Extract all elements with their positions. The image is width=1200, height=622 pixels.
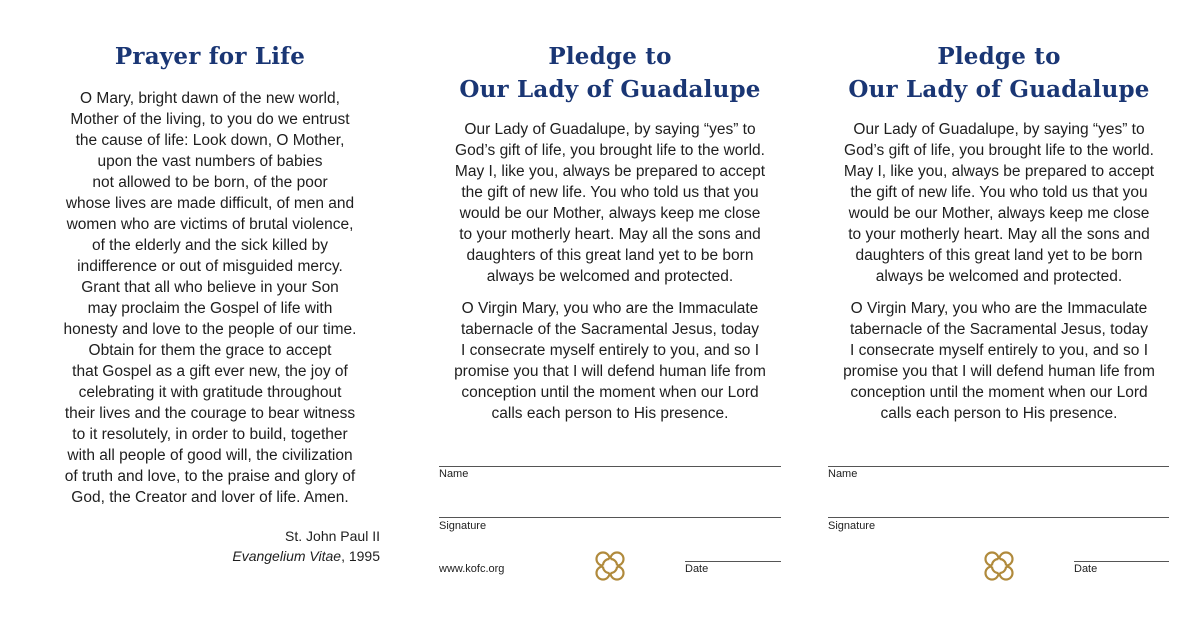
prayer-card [20, 0, 400, 622]
date-line[interactable] [1074, 561, 1169, 562]
prayer-attribution [232, 526, 380, 566]
prayer-text: O Mary, bright dawn of the new world, Mother of the living, to you do we entrust the cause of life: Look down, O Mother, upon the vast numbers of babies not allowed to be born, of the poor whose lives are made difficult, of men and women who are victims of brutal violence, of the elderly and the sick killed by indifference or out of misguided mercy. Grant that all who believe in your Son may proclaim the Gospel of life with honesty and love to the people of our time. Obtain for them the grace to accept that Gospel as a gift ever new, the joy of celebrating it with gratitude throughout their lives and the courage to bear witness to it resolutely, in order to build, together with all people of good will, the civilization of truth and love, to the praise and glory of God, the Creator and lover of life. Amen. [63, 90, 357, 506]
name-line[interactable] [439, 466, 781, 467]
signature-line[interactable] [828, 517, 1169, 518]
quatrefoil-emblem-icon [982, 549, 1016, 583]
pledge-paragraph-1: Our Lady of Guadalupe, by saying “yes” to God’s gift of life, you brought life to the world. May I, like you, always be prepared to accept the gift of new life. You who told us that you would be our Mother, always keep me close to your motherly heart. May all the sons and daughters of this great land yet to be born always be welcomed and protected. [454, 121, 766, 285]
prayer-author: St. John Paul II [285, 528, 380, 544]
date-label: Date [1074, 563, 1098, 575]
pledge-title [814, 40, 1184, 106]
prayer-work: Evangelium Vitae [232, 548, 342, 564]
pledge-title-line1: Pledge to [937, 43, 1061, 70]
prayer-year: , 1995 [341, 548, 380, 564]
pledge-title-line2: Our Lady of Guadalupe [459, 76, 761, 103]
name-label: Name [439, 468, 469, 480]
date-label: Date [685, 563, 709, 575]
signature-label: Signature [439, 520, 487, 532]
name-label: Name [828, 468, 858, 480]
date-line[interactable] [685, 561, 781, 562]
pledge-paragraph-2: O Virgin Mary, you who are the Immaculate tabernacle of the Sacramental Jesus, today I consecrate myself entirely to you, and so I promise you that I will defend human life from conception until the moment when our Lord calls each person to His presence. [843, 300, 1155, 422]
prayer-source [232, 546, 380, 566]
pledge-card-1 [425, 0, 795, 622]
quatrefoil-emblem-icon [593, 549, 627, 583]
pledge-card-2 [814, 0, 1184, 622]
pledge-paragraph-1: Our Lady of Guadalupe, by saying “yes” to God’s gift of life, you brought life to the world. May I, like you, always be prepared to accept the gift of new life. You who told us that you would be our Mother, always keep me close to your motherly heart. May all the sons and daughters of this great land yet to be born always be welcomed and protected. [843, 121, 1155, 285]
prayer-title: Prayer for Life [114, 43, 306, 70]
name-line[interactable] [828, 466, 1169, 467]
signature-line[interactable] [439, 517, 781, 518]
pledge-title-line2: Our Lady of Guadalupe [848, 76, 1150, 103]
website-link[interactable]: www.kofc.org [439, 563, 505, 575]
pledge-title-line1: Pledge to [548, 43, 672, 70]
pledge-paragraph-2: O Virgin Mary, you who are the Immaculate tabernacle of the Sacramental Jesus, today I consecrate myself entirely to you, and so I promise you that I will defend human life from conception until the moment when our Lord calls each person to His presence. [454, 300, 766, 422]
signature-label: Signature [828, 520, 876, 532]
pledge-title [425, 40, 795, 106]
